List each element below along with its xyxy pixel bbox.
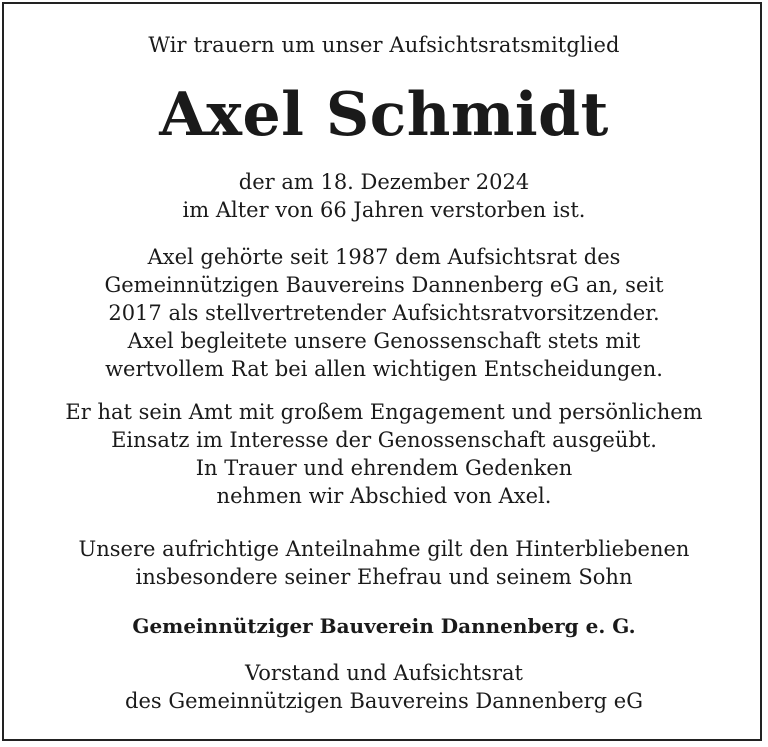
tribute-line: In Trauer und ehrendem Gedenken	[195, 456, 573, 480]
bio-line: 2017 als stellvertretender Aufsichtsratvorsitzender.	[108, 301, 660, 325]
signature-block	[0, 659, 768, 715]
condolence-line: insbesondere seiner Ehefrau und seinem Sohn	[135, 565, 633, 589]
bio-line: Axel begleitete unsere Genossenschaft stets mit	[127, 329, 641, 353]
signature-line: Vorstand und Aufsichtsrat	[245, 661, 523, 685]
organization-name: Gemeinnütziger Bauverein Dannenberg e. G.	[132, 614, 636, 638]
tribute-line: Einsatz im Interesse der Genossenschaft ausgeübt.	[111, 428, 657, 452]
biography-paragraph	[0, 243, 768, 383]
tribute-line: Er hat sein Amt mit großem Engagement und persönlichem	[65, 400, 703, 424]
death-age-line: im Alter von 66 Jahren verstorben ist.	[182, 198, 586, 222]
condolence-line: Unsere aufrichtige Anteilnahme gilt den Hinterbliebenen	[78, 537, 690, 561]
tribute-paragraph	[0, 398, 768, 510]
deceased-name: Axel Schmidt	[159, 80, 609, 150]
tribute-line: nehmen wir Abschied von Axel.	[216, 484, 552, 508]
death-date-line: der am 18. Dezember 2024	[238, 170, 530, 194]
intro-line: Wir trauern um unser Aufsichtsratsmitglied	[148, 33, 620, 57]
death-details	[0, 168, 768, 224]
condolence-paragraph	[0, 535, 768, 591]
bio-line: Axel gehörte seit 1987 dem Aufsichtsrat des	[147, 245, 621, 269]
bio-line: Gemeinnützigen Bauvereins Dannenberg eG an, seit	[104, 273, 664, 297]
signature-line: des Gemeinnützigen Bauvereins Dannenberg eG	[125, 689, 643, 713]
bio-line: wertvollem Rat bei allen wichtigen Entscheidungen.	[105, 357, 663, 381]
